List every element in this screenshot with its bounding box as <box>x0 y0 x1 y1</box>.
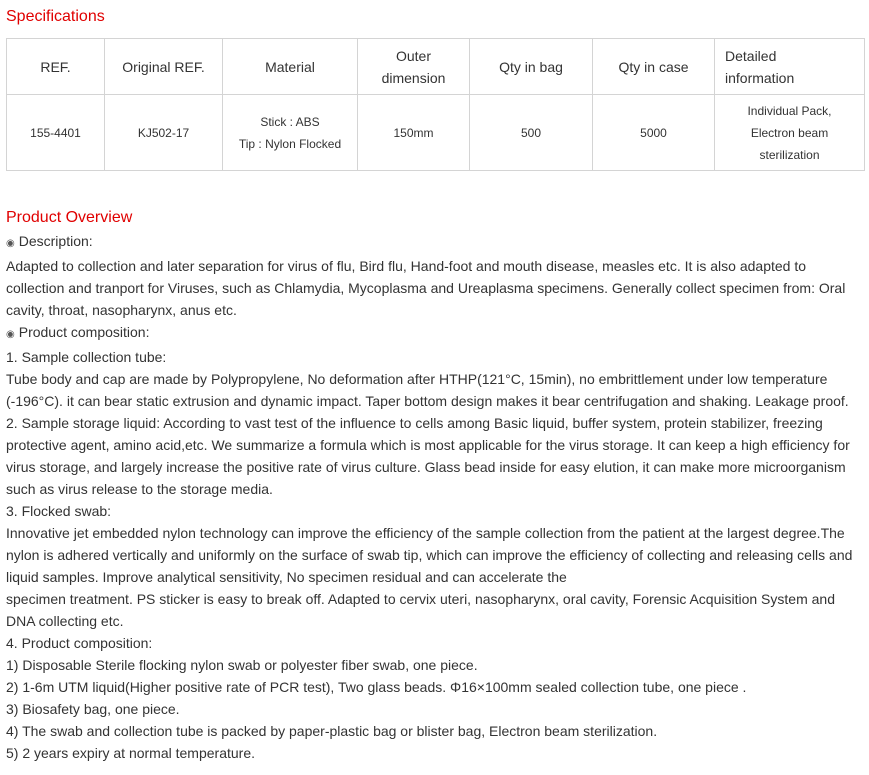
header-outer-dimension-line: dimension <box>381 69 446 86</box>
cell-material-line: Stick : ABS <box>260 114 320 129</box>
specifications-table <box>6 38 865 171</box>
cell-detailed-info-line: Individual Pack, <box>747 103 832 118</box>
header-detailed-info-line: information <box>725 69 795 86</box>
item3-heading: 3. Flocked swab: <box>6 503 112 519</box>
item3-text-b: specimen treatment. PS sticker is easy to break off. Adapted to cervix uteri, nasopharynx, oral cavity, Forensic Acquisition System and DNA collecting etc. <box>6 591 835 629</box>
header-material: Material <box>223 39 358 95</box>
composition-heading-line <box>6 321 864 346</box>
item2-text: 2. Sample storage liquid: According to vast test of the influence to cells among Basic liquid, buffer system, protein stabilizer, freezing protective agent, amino acid,etc. We summarize a formula which is most applicable for the virus storage. It can keep a high efficiency for virus storage, and largely increase the positive rate of virus culture. Glass bead inside for easy elution, it can make more microorganism such as virus release to the storage media. <box>6 415 850 497</box>
list-item: 4) The swab and collection tube is packed by paper-plastic bag or blister bag, Electron beam sterilization. <box>6 723 658 739</box>
header-qty-case: Qty in case <box>593 39 715 95</box>
list-item: 2) 1-6m UTM liquid(Higher positive rate of PCR test), Two glass beads. Φ16×100mm sealed collection tube, one piece . <box>6 679 747 695</box>
header-original-ref: Original REF. <box>105 39 223 95</box>
item1-text: Tube body and cap are made by Polypropylene, No deformation after HTHP(121°C, 15min), no embrittlement under low temperature (-196°C). it can bear static extrusion and dynamic impact. Taper bottom design makes it bear centrifugation and shaking. Leakage proof. <box>6 371 849 409</box>
cell-detailed-info-line: sterilization <box>759 147 820 162</box>
header-ref: REF. <box>7 39 105 95</box>
cell-material-line: Tip : Nylon Flocked <box>238 136 342 151</box>
cell-original-ref: KJ502-17 <box>105 95 223 171</box>
item4-heading: 4. Product composition: <box>6 635 153 651</box>
header-detailed-info <box>715 39 865 95</box>
cell-detailed-info <box>715 95 865 171</box>
bullet-icon: ◉ <box>6 329 15 340</box>
item1-heading: 1. Sample collection tube: <box>6 349 167 365</box>
table-row <box>7 95 865 171</box>
product-overview-body <box>6 230 864 764</box>
cell-ref: 155-4401 <box>7 95 105 171</box>
product-overview-title: Product Overview <box>6 209 133 226</box>
cell-detailed-info-line: Electron beam <box>750 125 829 140</box>
header-outer-dimension <box>358 39 470 95</box>
description-text: Adapted to collection and later separation for virus of flu, Bird flu, Hand-foot and mouth disease, measles etc. It is also adapted to collection and tranport for Viruses, such as Chlamydia, Mycoplasma and Ureaplasma specimens. Generally collect specimen from: Oral cavity, throat, nasopharynx, anus etc. <box>6 258 846 318</box>
list-item: 5) 2 years expiry at normal temperature. <box>6 745 255 761</box>
description-heading-line <box>6 230 864 255</box>
header-qty-bag: Qty in bag <box>470 39 593 95</box>
description-heading: Description: <box>18 233 93 249</box>
cell-qty-bag: 500 <box>470 95 593 171</box>
item3-text-a: Innovative jet embedded nylon technology can improve the efficiency of the sample collection from the patient at the largest degree.The nylon is adhered vertically and uniformly on the surface of swab tip, which can improve the efficiency of collecting and releasing cells and liquid samples. Improve analytical sensitivity, No specimen residual and can accelerate the <box>6 525 853 585</box>
composition-heading: Product composition: <box>18 324 150 340</box>
header-outer-dimension-line: Outer <box>395 47 431 64</box>
cell-material <box>223 95 358 171</box>
list-item: 3) Biosafety bag, one piece. <box>6 701 180 717</box>
table-header-row <box>7 39 865 95</box>
cell-qty-case: 5000 <box>593 95 715 171</box>
specifications-title: Specifications <box>6 8 105 25</box>
header-detailed-info-line: Detailed <box>725 47 777 64</box>
bullet-icon: ◉ <box>6 238 15 249</box>
cell-outer-dimension: 150mm <box>358 95 470 171</box>
list-item: 1) Disposable Sterile flocking nylon swab or polyester fiber swab, one piece. <box>6 657 478 673</box>
